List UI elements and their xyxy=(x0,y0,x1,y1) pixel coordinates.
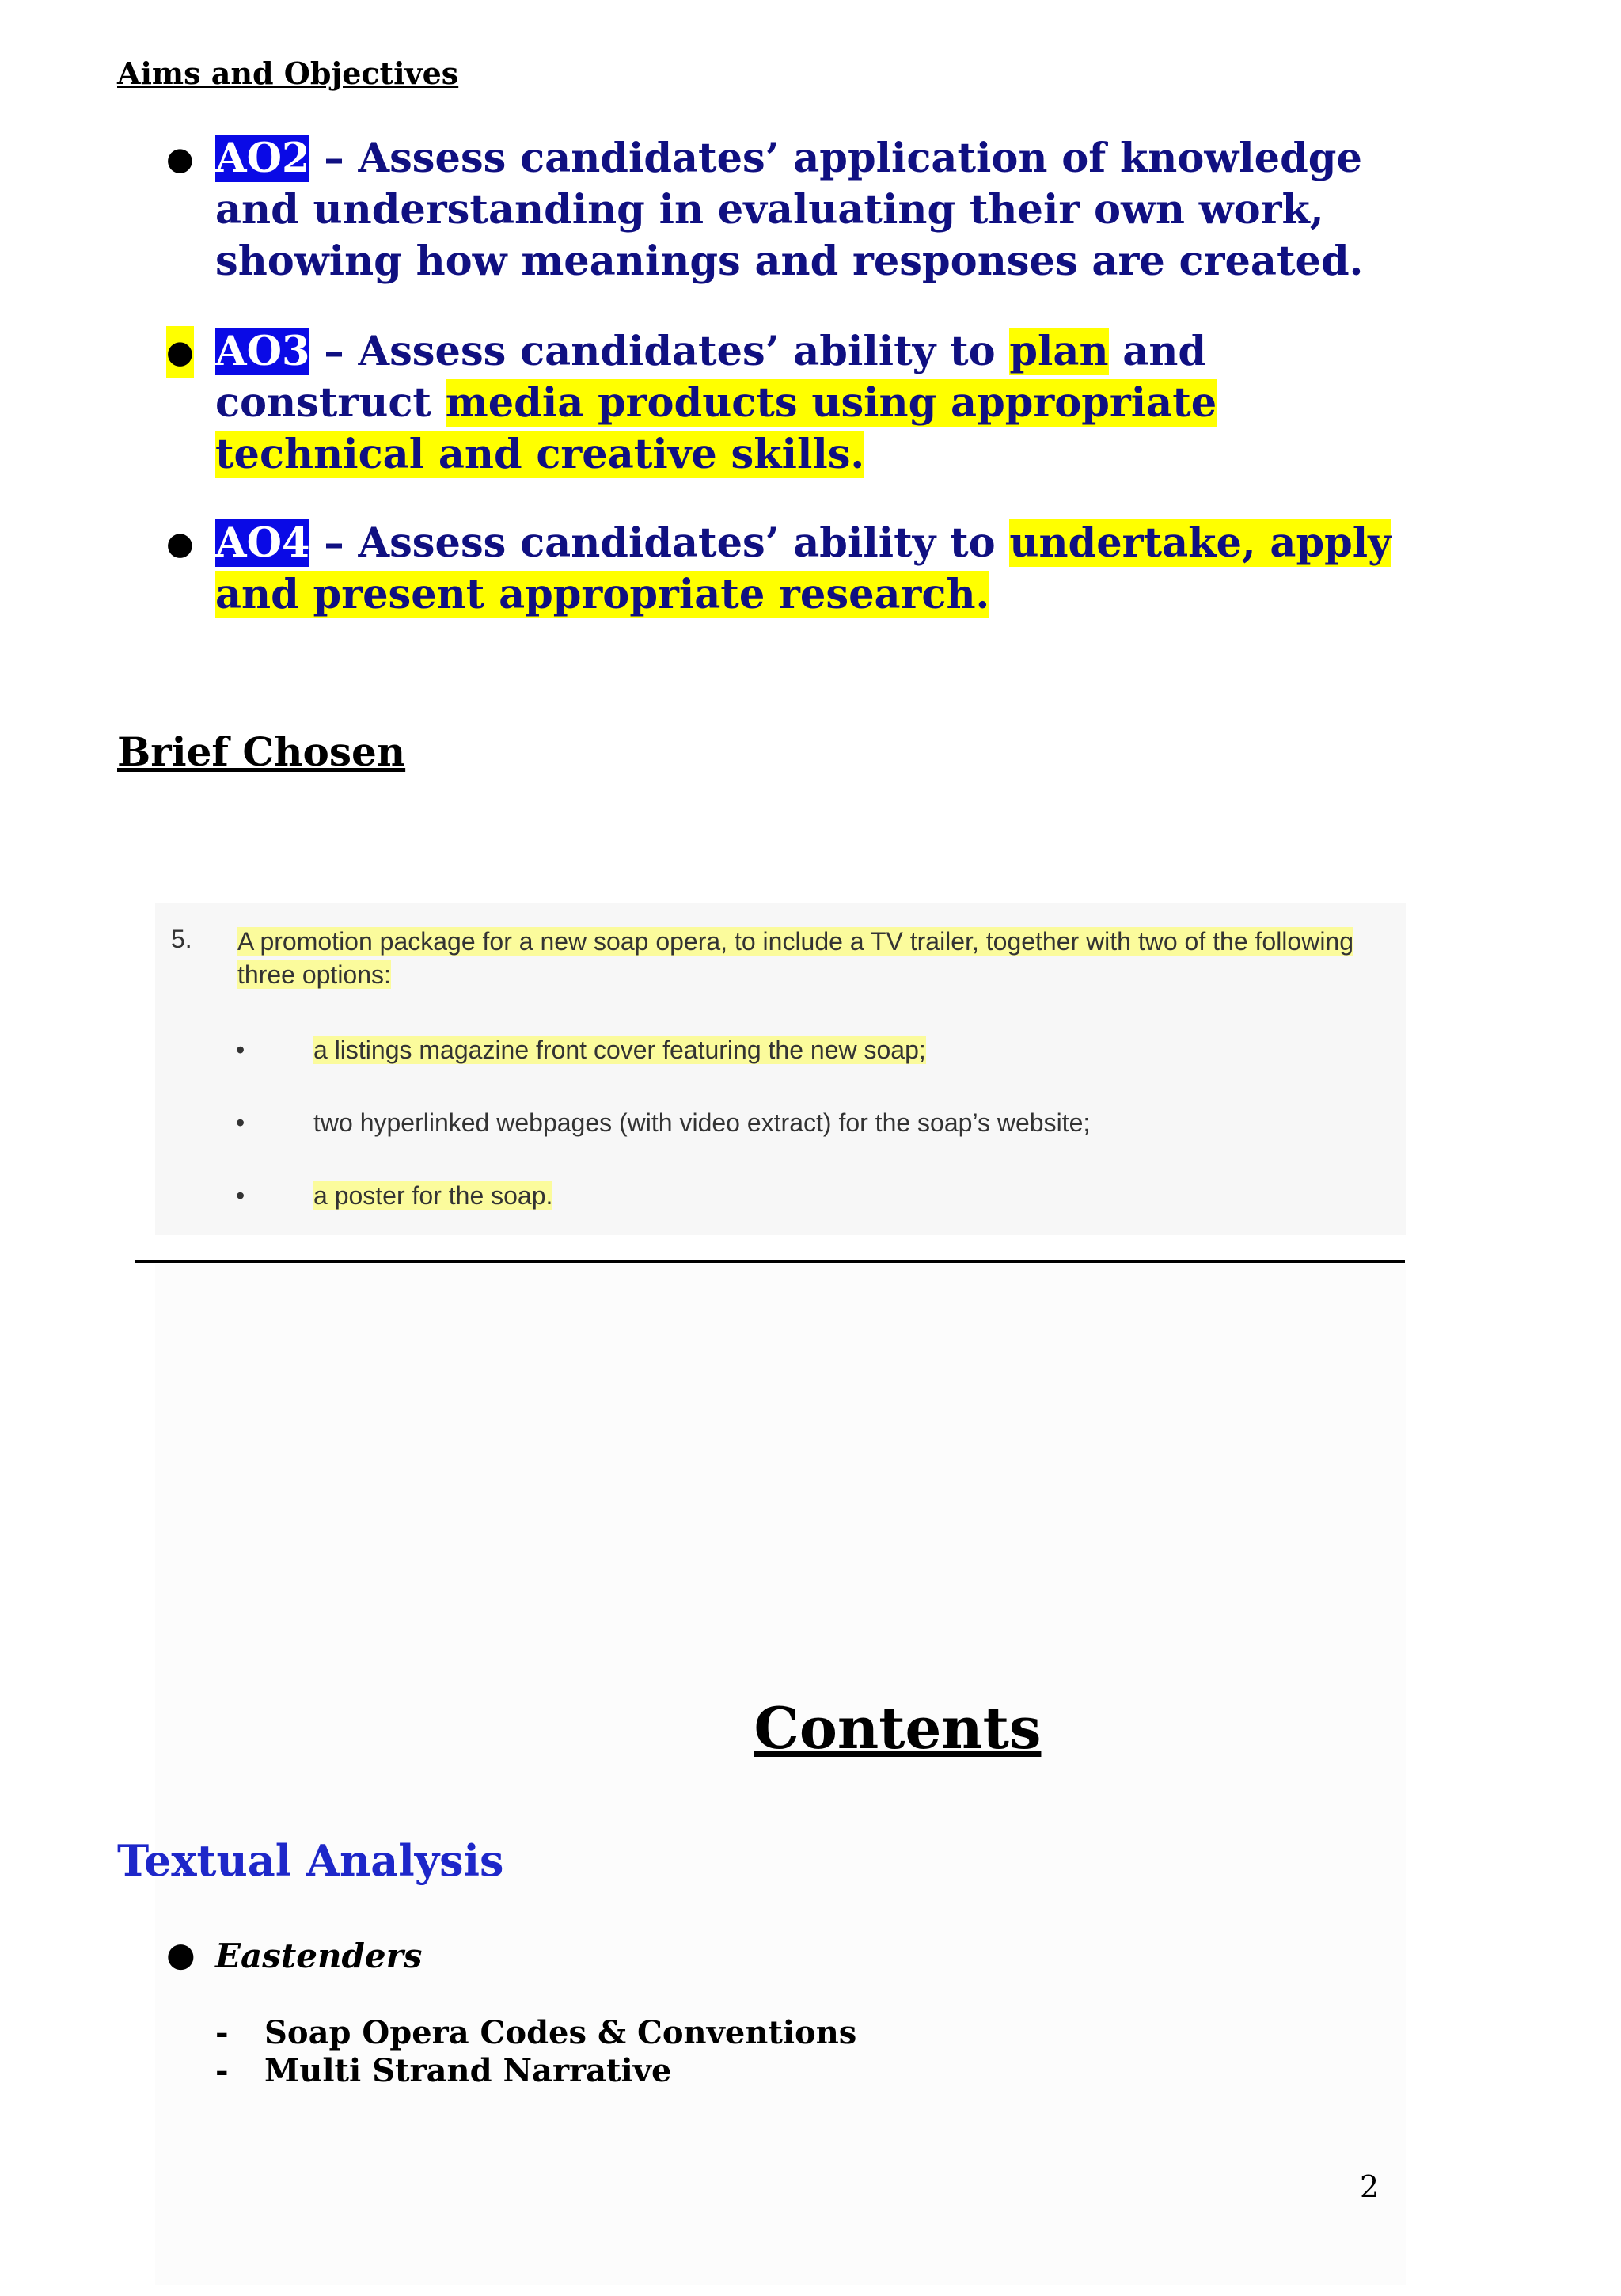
brief-option-text: a listings magazine front cover featuring the new soap; xyxy=(313,1036,926,1064)
page-number: 2 xyxy=(1360,2169,1380,2204)
brief-number: 5. xyxy=(171,925,192,953)
bullet-icon: ● xyxy=(166,140,194,177)
brief-option-text: two hyperlinked webpages (with video extract) for the soap’s website; xyxy=(313,1108,1091,1137)
objective-code: AO4 xyxy=(215,519,310,567)
toc-item-label: Eastenders xyxy=(215,1937,423,1975)
bullet-icon: • xyxy=(236,1181,245,1210)
dash-icon: - xyxy=(215,2052,229,2089)
background-panel xyxy=(155,1264,1406,2285)
bullet-icon: • xyxy=(236,1108,245,1137)
brief-option-text: a poster for the soap. xyxy=(313,1181,553,1210)
aims-heading: Aims and Objectives xyxy=(117,55,459,91)
brief-option xyxy=(236,1108,1091,1138)
horizontal-rule xyxy=(135,1260,1405,1263)
objective-code: AO3 xyxy=(215,328,310,375)
brief-main-text xyxy=(237,925,1369,991)
objective-text: – Assess candidates’ ability to xyxy=(309,519,1010,567)
objective-ao2 xyxy=(166,133,1403,287)
objective-ao3 xyxy=(166,326,1403,481)
objective-ao4 xyxy=(166,518,1403,621)
brief-main-highlight: A promotion package for a new soap opera, to include a TV trailer, together with two of the following three options: xyxy=(237,927,1354,989)
brief-option xyxy=(236,1181,553,1211)
bullet-icon: ● xyxy=(166,326,194,378)
toc-subitem-label: Soap Opera Codes & Conventions xyxy=(264,2014,857,2051)
bullet-icon: ● xyxy=(166,525,194,562)
objective-highlight: media products using appropriate technical and creative skills. xyxy=(215,379,1217,478)
toc-subitem xyxy=(215,2052,672,2089)
dash-icon: - xyxy=(215,2014,229,2051)
toc-item xyxy=(166,1935,423,1975)
objective-text: – Assess candidates’ ability to xyxy=(309,328,1010,375)
bullet-icon: • xyxy=(236,1036,245,1064)
brief-heading: Brief Chosen xyxy=(117,728,406,775)
toc-subitem xyxy=(215,2014,857,2051)
brief-excerpt-image xyxy=(155,903,1406,1235)
objective-highlight: plan xyxy=(1009,328,1109,375)
toc-subitem-label: Multi Strand Narrative xyxy=(264,2052,672,2089)
objective-code: AO2 xyxy=(215,135,310,182)
objective-text: – Assess candidates’ application of knowledge and understanding in evaluating their own work, showing how meanings and responses are created. xyxy=(215,135,1364,285)
objective-text: and construct xyxy=(215,328,1207,427)
bullet-icon: ● xyxy=(166,1935,196,1974)
objective-highlight: undertake, apply and present appropriate research. xyxy=(215,519,1391,618)
section-title: Textual Analysis xyxy=(117,1835,504,1886)
contents-title: Contents xyxy=(754,1694,1042,1762)
brief-option xyxy=(236,1036,926,1065)
